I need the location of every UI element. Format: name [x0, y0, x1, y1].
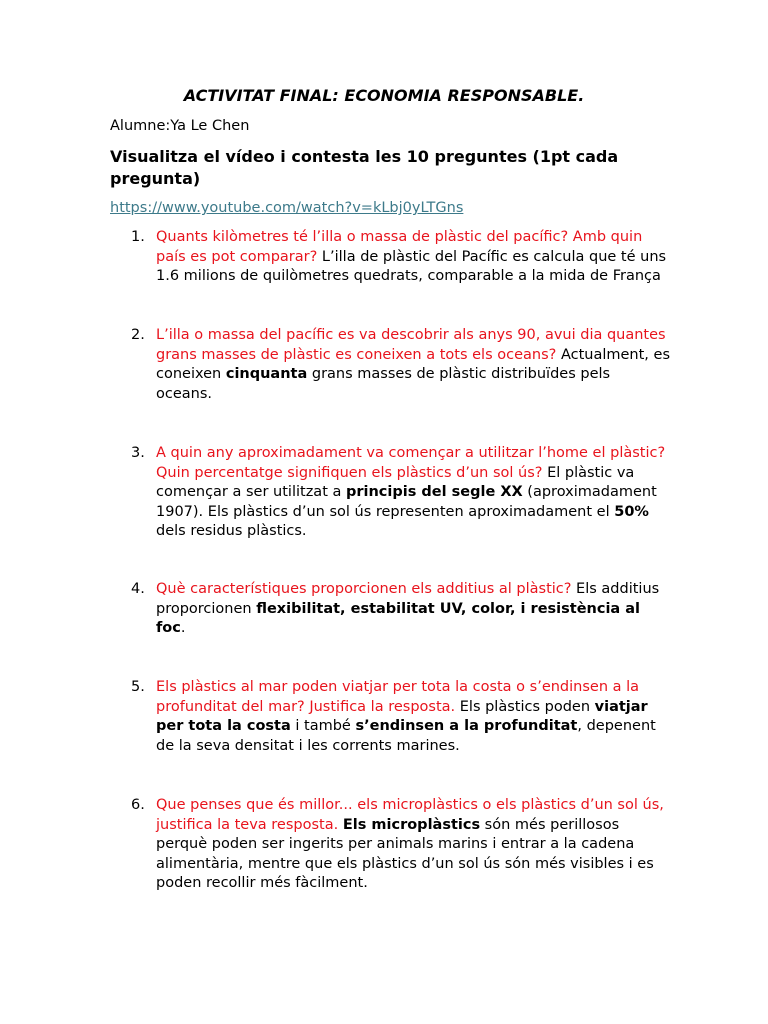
answer-emphasis: s’endinsen a la profunditat	[355, 718, 578, 734]
question-item-4	[110, 580, 670, 639]
answer-text: dels residus plàstics.	[156, 523, 307, 539]
answer-emphasis: viatjar per tota la costa	[156, 698, 648, 734]
video-link[interactable]: https://www.youtube.com/watch?v=kLbj0yLTGns	[110, 200, 464, 216]
question-body	[156, 444, 670, 542]
answer-emphasis: flexibilitat, estabilitat UV, color, i resistència al foc	[156, 600, 641, 636]
question-text: A quin any aproximadament va començar a utilitzar l’home el plàstic? Quin percentatge signifiquen els plàstics d’un sol ús?	[156, 445, 666, 481]
question-text: L’illa o massa del pacífic es va descobrir als anys 90, avui dia quantes grans masses de plàstic es coneixen a tots els oceans?	[156, 327, 666, 363]
answer-emphasis: cinquanta	[225, 366, 308, 382]
answer-text: són més perillosos perquè poden ser ingerits per animals marins i entrar a la cadena alimentària, mentre que els plàstics d’un sol ús són més visibles i es poden recollir més fàcilment.	[156, 816, 654, 891]
answer-text: El plàstic va començar a ser utilitzat a	[156, 464, 635, 500]
question-body	[156, 326, 670, 404]
answer-emphasis: 50%	[614, 503, 649, 520]
question-number: 2.	[131, 327, 145, 343]
question-body	[156, 580, 670, 639]
question-number: 3.	[131, 445, 145, 461]
answer-text: .	[180, 620, 186, 636]
document-title: ACTIVITAT FINAL: ECONOMIA RESPONSABLE.	[183, 86, 585, 105]
question-text: Quants kilòmetres té l’illa o massa de plàstic del pacífic? Amb quin país es pot comparar?	[156, 229, 643, 265]
instructions-heading: Visualitza el vídeo i contesta les 10 preguntes (1pt cada pregunta)	[110, 147, 619, 188]
answer-text: , depenent de la seva densitat i les corrents marines.	[156, 718, 656, 754]
answer-emphasis: principis del segle XX	[345, 484, 523, 500]
question-number: 4.	[131, 581, 145, 597]
question-text: Els plàstics al mar poden viatjar per tota la costa o s’endinsen a la profunditat del mar? Justifica la resposta.	[156, 679, 640, 715]
question-item-1	[110, 228, 670, 287]
question-body	[156, 228, 670, 287]
question-body	[156, 796, 670, 894]
answer-text: Els additius proporcionen	[156, 581, 660, 617]
question-item-5	[110, 678, 670, 756]
question-body	[156, 678, 670, 756]
question-item-2	[110, 326, 670, 404]
question-text: Què característiques proporcionen els additius al plàstic?	[156, 581, 572, 597]
answer-emphasis: Els microplàstics	[342, 816, 481, 833]
answer-text: Els plàstics poden	[455, 698, 595, 715]
question-item-6	[110, 796, 670, 894]
student-name: Alumne:Ya Le Chen	[110, 118, 250, 134]
answer-text: Actualment, es coneixen	[156, 346, 670, 382]
answer-text: L’illa de plàstic del Pacífic es calcula que té uns 1.6 milions de quilòmetres quedrats, comparable a la mida de França	[156, 248, 667, 284]
question-item-3	[110, 444, 670, 542]
question-number: 6.	[131, 797, 145, 813]
answer-text: (aproximadament 1907). Els plàstics d’un sol ús representen aproximadament el	[156, 484, 657, 520]
answer-text: i també	[290, 718, 356, 734]
question-number: 1.	[131, 229, 145, 245]
answer-text: grans masses de plàstic distribuïdes pels oceans.	[156, 366, 611, 402]
question-number: 5.	[131, 679, 145, 695]
question-text: Que penses que és millor... els microplàstics o els plàstics d’un sol ús, justifica la teva resposta.	[156, 797, 664, 833]
